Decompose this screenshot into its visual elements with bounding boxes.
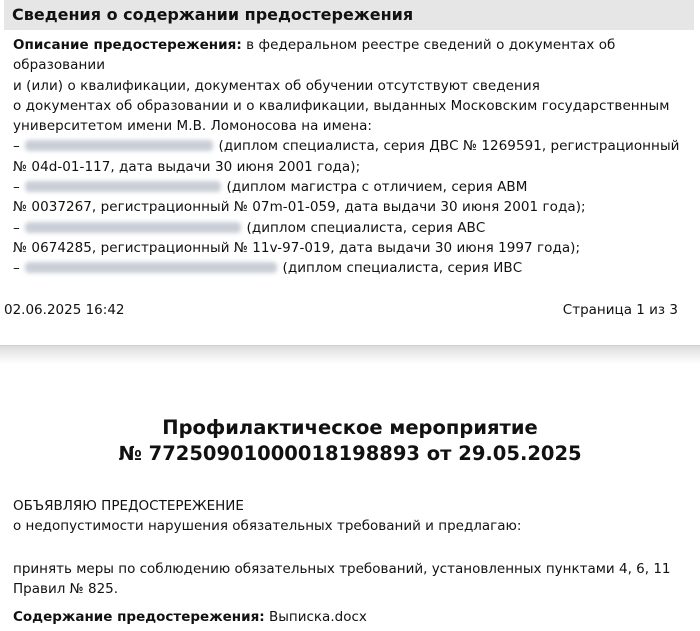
announcement xyxy=(13,496,685,537)
warning-description xyxy=(13,35,685,279)
measures-line: Правил № 825. xyxy=(13,581,119,598)
diploma-entry: – (диплом специалиста, серия АВС xyxy=(13,219,486,236)
content-label: Содержание предостережения: xyxy=(13,609,265,625)
measures xyxy=(13,559,685,600)
warning-content xyxy=(13,607,685,627)
description-label: Описание предостережения: xyxy=(13,37,242,53)
description-line: университетом имени М.В. Ломоносова на имена: xyxy=(13,118,373,135)
diploma-entry-cont: № 0674285, регистрационный № 11v-97-019, дата выдачи 30 июня 1997 года); xyxy=(13,239,581,256)
document-page-2 xyxy=(0,363,700,631)
description-line: Описание предостережения: в федеральном реестре сведений о документах об xyxy=(13,37,616,53)
redacted-name xyxy=(25,181,221,192)
print-timestamp: 02.06.2025 16:42 xyxy=(4,302,125,318)
description-line: образовании xyxy=(13,57,106,74)
title-line: Профилактическое мероприятие xyxy=(162,416,538,439)
announcement-heading: ОБЪЯВЛЯЮ ПРЕДОСТЕРЕЖЕНИЕ xyxy=(13,498,244,514)
description-line: о документах об образовании и о квалификации, выданных Московским государственным xyxy=(13,97,670,114)
document-title xyxy=(0,415,700,467)
diploma-entry: – (диплом специалиста, серия ДВС № 1269591, регистрационный xyxy=(13,138,680,155)
redacted-name xyxy=(25,140,213,151)
page-separator xyxy=(0,345,700,364)
redacted-name xyxy=(25,262,277,273)
section-title: Сведения о содержании предостережения xyxy=(4,0,694,30)
page-number: Страница 1 из 3 xyxy=(562,302,678,318)
diploma-entry-cont: № 04d-01-117, дата выдачи 30 июня 2001 года); xyxy=(13,158,361,175)
measures-line: принять меры по соблюдению обязательных требований, установленных пунктами 4, 6, 11 xyxy=(13,561,671,577)
description-line: и (или) о квалификации, документах об обучении отсутствуют сведения xyxy=(13,77,540,94)
diploma-entry: – (диплом специалиста, серия ИВС xyxy=(13,260,523,277)
redacted-name xyxy=(25,222,241,233)
diploma-entry-cont: № 0037267, регистрационный № 07m-01-059, дата выдачи 30 июня 2001 года); xyxy=(13,199,586,216)
attachment-filename: Выписка.docx xyxy=(264,609,367,625)
announcement-subtext: о недопустимости нарушения обязательных требований и предлагаю: xyxy=(13,518,522,535)
title-line: № 77250901000018198893 от 29.05.2025 xyxy=(118,442,582,465)
diploma-entry: – (диплом магистра с отличием, серия АВМ xyxy=(13,179,528,196)
